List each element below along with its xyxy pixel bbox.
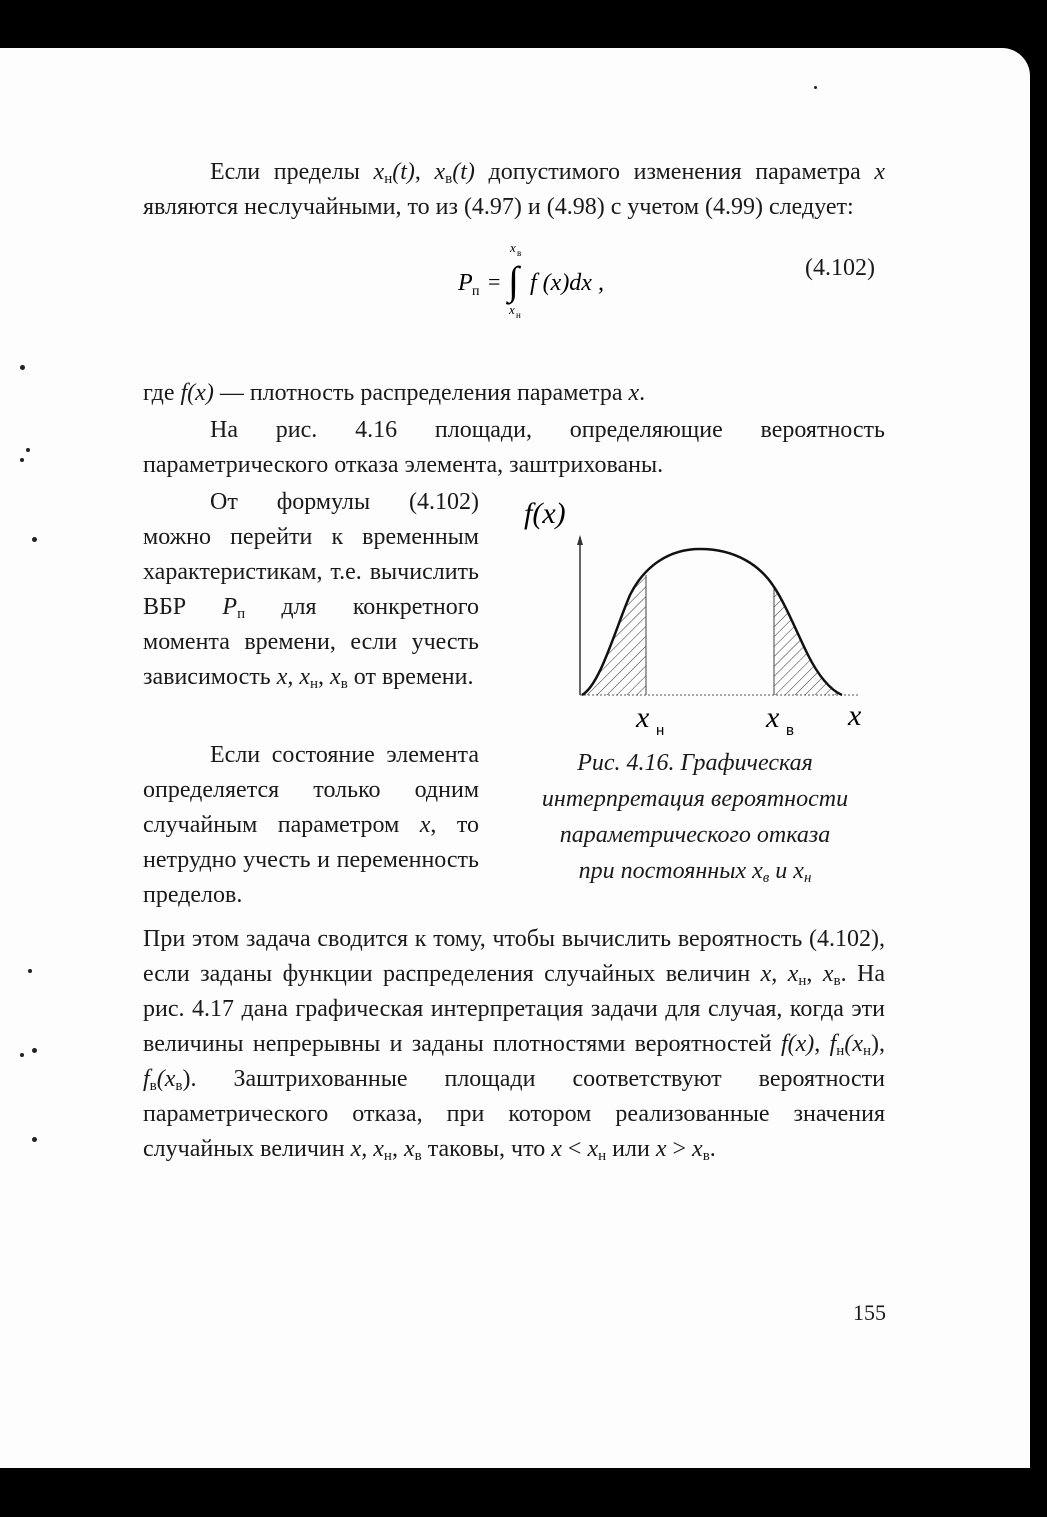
page-number: 155 (853, 1300, 886, 1325)
text: Если пределы (210, 159, 374, 185)
y-axis-label: f(x) (524, 497, 566, 530)
scan-speck (32, 1137, 37, 1142)
x-axis-label: x (848, 699, 862, 732)
y-axis-arrow (577, 535, 583, 545)
figure-4-16 (520, 445, 880, 745)
density-plot (520, 445, 880, 745)
paragraph-6: При этом задача сводится к тому, чтобы вычислить вероятность (4.102), если заданы функции распределения случайных величин x, $x_н$, $x_в$. На рис. 4.17 дана графическая интерпретация задачи для случая, когда эти величины непрерывны и заданы плотностями вероятностей f(x), $f_н(x_н)$, $f_в(x_в)$. Заштрихованные площади соответствуют вероятности параметрического отказа, при котором реализованные значения случайных величин x, $x_н$, $x_в$ таковы, что $x < x_н$ или $x > x_в$. (143, 926, 886, 1164)
svg-text:x: x (509, 302, 515, 317)
integral-formula (455, 232, 705, 322)
scan-speck (20, 365, 25, 370)
xv-label: x (766, 701, 780, 734)
svg-text:п: п (472, 284, 480, 299)
paragraph-3: На рис. 4.16 площади, определяющие вероятность параметрического отказа элемента, заштрихованы. (143, 417, 885, 478)
paragraph-5: Если состояние элемента определяется только одним случайным параметром x, то нетрудно учесть и переменность пределов. (143, 742, 479, 908)
svg-text:∫: ∫ (508, 258, 519, 303)
scan-speck (20, 458, 24, 462)
paragraph-1: Если пределы $x_н(t)$, $x_в(t)$ допустимого изменения параметра x являются неслучайными, то из (4.97) и (4.98) с учетом (4.99) следует: (143, 159, 885, 220)
svg-text:в: в (517, 248, 522, 258)
svg-text:н: н (516, 310, 521, 320)
scan-speck (20, 1053, 24, 1057)
svg-text:=: = (488, 269, 501, 294)
svg-text:н: н (656, 722, 665, 739)
paragraph-2: где f(x) — плотность распределения параметра x. (143, 380, 646, 406)
scan-speck (26, 448, 30, 452)
scan-speck (32, 1048, 37, 1053)
svg-text:в: в (786, 722, 794, 739)
scan-speck (32, 537, 37, 542)
xn-label: x (636, 701, 650, 734)
equation-number: (4.102) (805, 255, 875, 281)
scan-speck (28, 969, 32, 973)
svg-text:P: P (458, 270, 473, 296)
figure-caption: Рис. 4.16. Графическая интерпретация вероятности параметрического отказа при постоянных $x_в$ и $x_н$ (541, 750, 849, 886)
paragraph-4: От формулы (4.102) можно перейти к временным характеристикам, т.е. вычислить ВБР $P_п$ для конкретного момента времени, если учесть зависимость x, $x_н$, $x_в$ от времени. (143, 489, 479, 692)
svg-text:x: x (510, 240, 516, 255)
formula-4-102 (455, 232, 705, 322)
svg-text:f (x)dx ,: f (x)dx , (530, 270, 604, 296)
scan-speck (814, 86, 817, 89)
